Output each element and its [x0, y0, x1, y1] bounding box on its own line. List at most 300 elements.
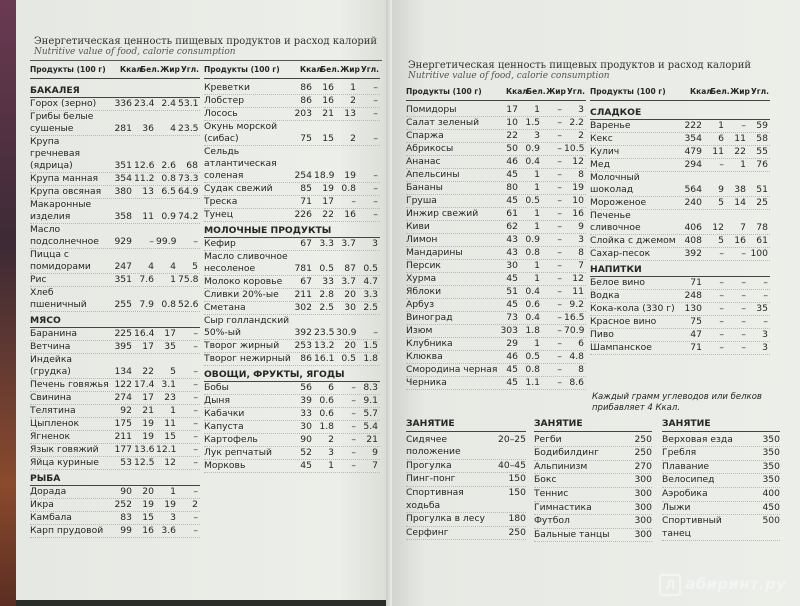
- activity-header: ЗАНЯТИЕ: [534, 418, 652, 432]
- header-fat: Жир: [730, 87, 750, 96]
- nutrient-value: 43: [506, 247, 518, 258]
- product-name: Ананас: [406, 156, 441, 167]
- nutrient-value: 1: [534, 208, 540, 219]
- nutrient-value: 10: [506, 117, 518, 128]
- nutrient-value: –: [763, 277, 768, 288]
- product-name: Пицца с помидорами: [30, 249, 91, 272]
- header-products: Продукты (100 г): [406, 87, 482, 96]
- table-row: [590, 342, 770, 355]
- nutrient-value: 35: [756, 303, 768, 314]
- nutrient-value: 2: [192, 499, 198, 510]
- nutrient-value: 0.4: [525, 156, 540, 167]
- nutrient-value: 1: [350, 82, 356, 93]
- nutrient-value: –: [741, 248, 746, 259]
- nutrient-value: 23: [164, 392, 176, 403]
- nutrient-value: 8: [578, 169, 584, 180]
- product-name: Грибы белые сушеные: [30, 111, 94, 134]
- table-row: [590, 316, 770, 329]
- nutrient-value: 67: [300, 238, 312, 249]
- product-name: Мороженое: [590, 197, 647, 208]
- nutrient-value: 20: [344, 340, 356, 351]
- product-name: Арбуз: [406, 299, 435, 310]
- product-name: Капуста: [204, 421, 244, 432]
- product-name: Креветки: [204, 82, 250, 93]
- nutrient-value: 302: [294, 302, 312, 313]
- header-ru: Энергетическая ценность пищевых продуктов и расход калорий: [34, 36, 378, 47]
- nutrient-value: 16: [572, 208, 584, 219]
- watermark: [659, 574, 786, 596]
- activity-row: [534, 447, 652, 461]
- nutrient-value: 130: [684, 303, 702, 314]
- activity-name: Плавание: [662, 460, 710, 472]
- product-name: Творог жирный: [204, 340, 280, 351]
- nutrient-value: 0.5: [319, 263, 334, 274]
- nutrient-value: 177: [114, 444, 132, 455]
- table-row: [406, 312, 586, 325]
- nutrient-value: 13: [344, 108, 356, 119]
- nutrient-value: 255: [114, 299, 132, 310]
- product-name: Карп прудовой: [30, 525, 104, 536]
- table-row: [406, 130, 586, 143]
- nutrient-value: 19: [142, 431, 154, 442]
- table-row: [204, 434, 380, 447]
- nutrient-value: 11: [712, 146, 724, 157]
- header-fat: Жир: [546, 87, 566, 96]
- product-name: Красное вино: [590, 316, 657, 327]
- nutrient-value: –: [373, 108, 378, 119]
- nutrient-value: –: [193, 486, 198, 497]
- activity-kcal: 180: [508, 513, 526, 525]
- nutrient-value: 8: [578, 364, 584, 375]
- table-row: [406, 143, 586, 156]
- table-row: [204, 82, 380, 95]
- nutrient-value: 2: [350, 95, 356, 106]
- nutrient-value: 8: [578, 247, 584, 258]
- product-name: Апельсины: [406, 169, 460, 180]
- nutrient-value: 3: [762, 329, 768, 340]
- nutrient-value: 3: [762, 342, 768, 353]
- nutrient-value: 1.8: [525, 325, 540, 336]
- header-protein: Бел.: [140, 65, 160, 74]
- activity-kcal: 300: [634, 528, 652, 540]
- table-row: [406, 260, 586, 273]
- product-name: Смородина черная: [406, 364, 498, 375]
- nutrient-value: –: [373, 327, 378, 338]
- product-name: Персик: [406, 260, 441, 271]
- nutrient-value: –: [193, 405, 198, 416]
- nutrient-value: 274: [114, 392, 132, 403]
- nutrient-value: 479: [684, 146, 702, 157]
- watermark-text: абиринт.ру: [685, 575, 786, 593]
- table-row: [204, 395, 380, 408]
- table-row: [204, 421, 380, 434]
- nutrient-value: –: [741, 120, 746, 131]
- activity-row: [406, 460, 526, 474]
- table-row: [590, 159, 770, 172]
- table-row: [30, 379, 200, 392]
- nutrient-value: 4.8: [569, 351, 584, 362]
- nutrient-value: 78: [756, 222, 768, 233]
- header-protein: Бел.: [526, 87, 546, 96]
- nutrient-value: –: [373, 170, 378, 181]
- nutrient-value: –: [557, 221, 562, 232]
- nutrient-value: 0.5: [363, 263, 378, 274]
- table-row: [406, 117, 586, 130]
- nutrient-value: –: [351, 434, 356, 445]
- nutrient-value: 11: [164, 418, 176, 429]
- product-name: Хлеб пшеничный: [30, 287, 87, 310]
- table-row: [204, 108, 380, 121]
- header-en-right: Nutritive value of food, calorie consumption: [408, 71, 610, 81]
- nutrient-value: 9: [372, 447, 378, 458]
- product-name: Крупа овсяная: [30, 186, 102, 197]
- nutrient-value: 1: [534, 338, 540, 349]
- table-row: [406, 169, 586, 182]
- nutrient-value: 9: [578, 221, 584, 232]
- nutrient-value: 12: [712, 222, 724, 233]
- nutrient-value: –: [351, 447, 356, 458]
- nutrient-value: 12.1: [156, 444, 177, 455]
- nutrient-value: 4: [170, 261, 176, 272]
- nutrient-value: 20: [344, 289, 356, 300]
- nutrient-value: 22: [506, 130, 518, 141]
- nutrient-value: 25: [756, 197, 768, 208]
- nutrient-value: 6: [718, 133, 724, 144]
- nutrient-value: 59: [756, 120, 768, 131]
- activity-row: [534, 502, 652, 516]
- nutrient-value: 45: [506, 377, 518, 388]
- nutrient-value: 100: [750, 248, 768, 259]
- table-row: [204, 276, 380, 289]
- section-heading: [30, 470, 200, 486]
- nutrient-value: 13.6: [134, 444, 155, 455]
- product-name: Клюква: [406, 351, 443, 362]
- nutrient-value: –: [741, 303, 746, 314]
- nutrient-value: –: [373, 82, 378, 93]
- header-fat: Жир: [340, 65, 360, 74]
- nutrient-value: 19: [142, 499, 154, 510]
- nutrient-value: 0.6: [319, 408, 334, 419]
- table-row: [406, 364, 586, 377]
- product-name: Судак свежий: [204, 183, 273, 194]
- table-column-1: [30, 64, 200, 538]
- column-header: [30, 64, 200, 79]
- table-row: [590, 248, 770, 261]
- nutrient-value: –: [557, 260, 562, 271]
- section-title: МОЛОЧНЫЕ ПРОДУКТЫ: [204, 222, 380, 238]
- activity-name: Прогулка: [406, 459, 452, 471]
- nutrient-value: –: [193, 341, 198, 352]
- header-products: Продукты (100 г): [30, 65, 106, 74]
- header-carbs: Угл.: [566, 87, 586, 96]
- nutrient-value: 22: [142, 366, 154, 377]
- nutrient-value: 281: [114, 123, 132, 134]
- nutrient-value: –: [149, 236, 154, 247]
- product-name: Груша: [406, 195, 437, 206]
- nutrient-value: –: [557, 312, 562, 323]
- nutrient-value: 75: [300, 133, 312, 144]
- product-name: Масло подсолнечное: [30, 224, 99, 247]
- product-name: Сливки 20%-ые: [204, 289, 279, 300]
- activity-name: Пинг-понг: [406, 473, 456, 485]
- nutrient-value: 85: [300, 183, 312, 194]
- nutrient-value: 9: [718, 184, 724, 195]
- nutrient-value: 247: [114, 261, 132, 272]
- product-name: Инжир свежий: [406, 208, 479, 219]
- activity-row: [662, 474, 780, 488]
- nutrient-value: 45: [506, 273, 518, 284]
- right-page: [392, 0, 800, 606]
- nutrient-value: 1: [170, 274, 176, 285]
- activity-name: Теннис: [534, 487, 569, 499]
- section-title: БАКАЛЕЯ: [30, 82, 200, 98]
- nutrient-value: 175: [114, 418, 132, 429]
- product-name: Телятина: [30, 405, 76, 416]
- table-row: [590, 172, 770, 197]
- nutrient-value: 19: [164, 499, 176, 510]
- nutrient-value: 222: [684, 120, 702, 131]
- product-name: Творог нежирный: [204, 353, 291, 364]
- activity-name: Сидячее положение: [406, 433, 461, 458]
- nutrient-value: 46: [506, 156, 518, 167]
- nutrient-value: –: [557, 143, 562, 154]
- product-name: Варенье: [590, 120, 631, 131]
- table-row: [406, 104, 586, 117]
- product-name: Ягненок: [30, 431, 71, 442]
- product-name: Кабачки: [204, 408, 245, 419]
- activity-kcal: 250: [508, 526, 526, 538]
- nutrient-value: 68: [186, 160, 198, 171]
- nutrient-value: –: [193, 328, 198, 339]
- nutrient-value: 21: [322, 108, 334, 119]
- table-row: [30, 111, 200, 136]
- nutrient-value: 0.9: [525, 143, 540, 154]
- nutrient-value: 225: [114, 328, 132, 339]
- table-row: [204, 340, 380, 353]
- nutrient-value: –: [557, 299, 562, 310]
- nutrient-value: 2: [350, 133, 356, 144]
- header-protein: Бел.: [710, 87, 730, 96]
- nutrient-value: 19: [344, 170, 356, 181]
- nutrient-value: 86: [300, 82, 312, 93]
- nutrient-value: 336: [114, 98, 132, 109]
- nutrient-value: 0.8: [525, 364, 540, 375]
- nutrient-value: –: [193, 379, 198, 390]
- table-row: [204, 95, 380, 108]
- nutrient-value: 358: [114, 211, 132, 222]
- nutrient-value: –: [373, 209, 378, 220]
- nutrient-value: 354: [114, 173, 132, 184]
- nutrient-value: –: [557, 208, 562, 219]
- nutrient-value: 50: [506, 143, 518, 154]
- activity-column-2: [534, 418, 652, 542]
- product-name: Мандарины: [406, 247, 463, 258]
- product-name: Дорада: [30, 486, 67, 497]
- product-name: Тунец: [204, 209, 233, 220]
- nutrient-value: 12: [572, 156, 584, 167]
- header-kcal: Ккал: [506, 87, 528, 96]
- table-row: [590, 290, 770, 303]
- product-name: Бананы: [406, 182, 443, 193]
- table-row: [30, 249, 200, 274]
- product-name: Печень говяжья: [30, 379, 109, 390]
- nutrient-value: 15: [164, 431, 176, 442]
- product-name: Сельдь атлантическая соленая: [204, 146, 277, 181]
- nutrient-value: 73.3: [178, 173, 199, 184]
- activity-name: Бокс: [534, 474, 557, 486]
- table-row: [30, 274, 200, 287]
- nutrient-value: –: [741, 342, 746, 353]
- nutrient-value: 15: [322, 133, 334, 144]
- nutrient-value: 16: [734, 235, 746, 246]
- nutrient-value: 18.9: [314, 170, 335, 181]
- nutrient-value: –: [351, 196, 356, 207]
- right-page-header: [408, 60, 751, 82]
- table-row: [204, 238, 380, 251]
- nutrient-value: 1.8: [319, 421, 334, 432]
- table-row: [204, 302, 380, 315]
- nutrient-value: 1.1: [525, 377, 540, 388]
- nutrient-value: 122: [114, 379, 132, 390]
- header-carbs: Угл.: [360, 65, 380, 74]
- table-row: [406, 234, 586, 247]
- activity-name: Гребля: [662, 447, 697, 459]
- activity-kcal: 40–45: [498, 459, 526, 471]
- table-row: [406, 195, 586, 208]
- nutrient-value: 73: [506, 312, 518, 323]
- nutrient-value: 12.5: [134, 457, 155, 468]
- nutrient-value: 36: [142, 123, 154, 134]
- nutrient-value: –: [193, 512, 198, 523]
- nutrient-value: 70.9: [564, 325, 585, 336]
- section-heading: [590, 261, 770, 277]
- nutrient-value: –: [193, 444, 198, 455]
- nutrient-value: 29: [506, 338, 518, 349]
- nutrient-value: 0.6: [525, 299, 540, 310]
- product-name: Свинина: [30, 392, 72, 403]
- nutrient-value: 5: [718, 235, 724, 246]
- section-title: СЛАДКОЕ: [590, 104, 770, 120]
- activity-column-3: [662, 418, 780, 541]
- nutrient-value: 75.8: [178, 274, 199, 285]
- nutrient-value: 30: [300, 421, 312, 432]
- nutrient-value: 46: [506, 351, 518, 362]
- nutrient-value: 7: [372, 460, 378, 471]
- nutrient-value: 2.2: [569, 117, 584, 128]
- activity-name: Аэробика: [662, 487, 708, 499]
- nutrient-value: –: [557, 351, 562, 362]
- nutrient-value: 1: [534, 182, 540, 193]
- left-page: [16, 0, 396, 600]
- nutrient-value: 203: [294, 108, 312, 119]
- nutrient-value: 351: [114, 160, 132, 171]
- nutrient-value: 12: [164, 457, 176, 468]
- activity-header: ЗАНЯТИЕ: [662, 418, 780, 432]
- nutrient-value: 252: [114, 499, 132, 510]
- table-row: [30, 392, 200, 405]
- nutrient-value: –: [373, 196, 378, 207]
- nutrient-value: 0.5: [341, 353, 356, 364]
- nutrient-value: 0.9: [525, 234, 540, 245]
- nutrient-value: 254: [294, 170, 312, 181]
- nutrient-value: 10: [572, 195, 584, 206]
- nutrient-value: 45: [506, 299, 518, 310]
- nutrient-value: 12: [572, 273, 584, 284]
- activity-kcal: 400: [762, 487, 780, 499]
- table-row: [406, 299, 586, 312]
- nutrient-value: 1: [718, 120, 724, 131]
- nutrient-value: 47: [690, 329, 702, 340]
- nutrient-value: –: [193, 431, 198, 442]
- nutrient-value: 71: [690, 277, 702, 288]
- nutrient-value: –: [373, 95, 378, 106]
- table-column-3: [406, 86, 586, 390]
- table-row: [204, 289, 380, 302]
- nutrient-value: 2: [578, 130, 584, 141]
- calorie-note: Каждый грамм углеводов или белков прибавляет 4 Ккал.: [592, 392, 762, 413]
- activity-name: Бодибилдинг: [534, 447, 599, 459]
- nutrient-value: 16: [344, 209, 356, 220]
- nutrient-value: –: [557, 195, 562, 206]
- nutrient-value: 8.6: [569, 377, 584, 388]
- table-row: [204, 408, 380, 421]
- product-name: Шампанское: [590, 342, 652, 353]
- activity-row: [534, 474, 652, 488]
- activity-name: Лыжи: [662, 501, 691, 513]
- nutrient-value: 21: [142, 405, 154, 416]
- nutrient-value: –: [373, 133, 378, 144]
- section-heading: [204, 366, 380, 382]
- nutrient-value: 23.4: [134, 98, 155, 109]
- nutrient-value: 1: [328, 460, 334, 471]
- activity-name: Регби: [534, 433, 562, 445]
- nutrient-value: 16.4: [134, 328, 155, 339]
- product-name: Виноград: [406, 312, 453, 323]
- product-name: Белое вино: [590, 277, 646, 288]
- nutrient-value: –: [557, 325, 562, 336]
- product-name: Мед: [590, 159, 610, 170]
- nutrient-value: –: [719, 277, 724, 288]
- nutrient-value: 16: [322, 82, 334, 93]
- activity-row: [406, 434, 526, 460]
- nutrient-value: 45: [300, 460, 312, 471]
- header-fat: Жир: [160, 65, 180, 74]
- nutrient-value: 33: [300, 408, 312, 419]
- activity-kcal: 300: [634, 487, 652, 499]
- nutrient-value: 4.7: [363, 276, 378, 287]
- product-name: Дыня: [204, 395, 230, 406]
- product-name: Абрикосы: [406, 143, 454, 154]
- product-name: Слойка с джемом: [590, 235, 676, 246]
- nutrient-value: 253: [294, 340, 312, 351]
- activity-name: Спортивная ходьба: [406, 486, 464, 511]
- nutrient-value: 17: [142, 341, 154, 352]
- nutrient-value: 76: [756, 159, 768, 170]
- nutrient-value: 564: [684, 184, 702, 195]
- section-heading: [204, 222, 380, 238]
- nutrient-value: 17: [142, 392, 154, 403]
- table-row: [406, 325, 586, 338]
- product-name: Печенье сливочное: [590, 210, 641, 233]
- nutrient-value: 87: [344, 263, 356, 274]
- nutrient-value: 3: [578, 234, 584, 245]
- table-row: [590, 197, 770, 210]
- nutrient-value: 16: [322, 95, 334, 106]
- nutrient-value: 1: [740, 159, 746, 170]
- table-row: [406, 351, 586, 364]
- product-name: Кока-кола (330 г): [590, 303, 675, 314]
- nutrient-value: 9.2: [569, 299, 584, 310]
